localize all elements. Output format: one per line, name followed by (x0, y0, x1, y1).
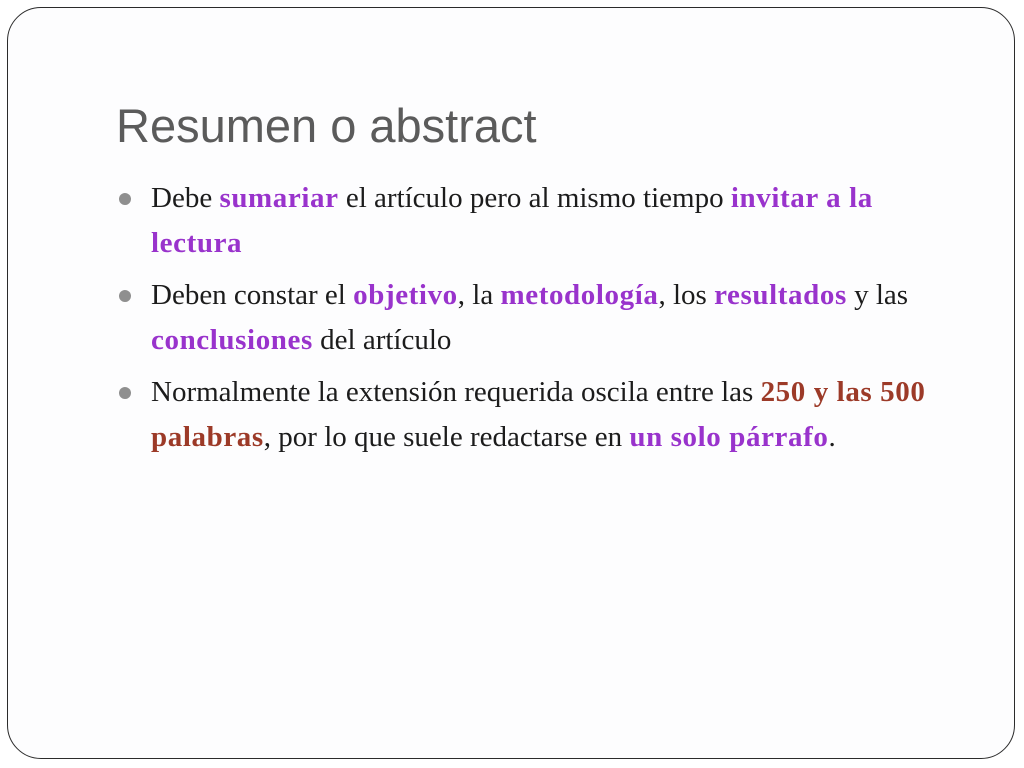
highlight-text: conclusiones (151, 324, 313, 356)
highlight-text: invitar a la lectura (151, 182, 873, 259)
highlight-text: 250 y las 500 palabras (151, 376, 926, 453)
bullet-item-summary (116, 176, 966, 266)
slide-frame (7, 7, 1015, 759)
bullet-dot-icon (119, 387, 131, 399)
highlight-text: resultados (714, 279, 847, 311)
text-segment: . (828, 421, 836, 453)
bullet-dot-icon (119, 290, 131, 302)
text-segment: , los (658, 279, 715, 311)
bullet-text (151, 182, 873, 259)
bullet-text (151, 376, 925, 453)
bullet-text (151, 279, 908, 356)
text-segment: , por lo que suele redactarse en (263, 421, 630, 453)
bullet-list (116, 176, 966, 467)
bullet-item-contents (116, 273, 966, 363)
bullet-item-length (116, 370, 966, 460)
text-segment: Normalmente la extensión requerida oscila entre las (151, 376, 761, 408)
text-segment: del artículo (312, 324, 452, 356)
text-segment: , la (457, 279, 501, 311)
text-segment: Deben constar el (151, 279, 354, 311)
highlight-text: sumariar (219, 182, 339, 214)
highlight-text: un solo párrafo (629, 421, 829, 453)
text-segment: Debe (151, 182, 220, 214)
text-segment: el artículo pero al mismo tiempo (338, 182, 731, 214)
slide-title: Resumen o abstract (116, 99, 537, 152)
highlight-text: metodología (500, 279, 659, 311)
text-segment: y las (846, 279, 909, 311)
bullet-dot-icon (119, 193, 131, 205)
highlight-text: objetivo (353, 279, 458, 311)
